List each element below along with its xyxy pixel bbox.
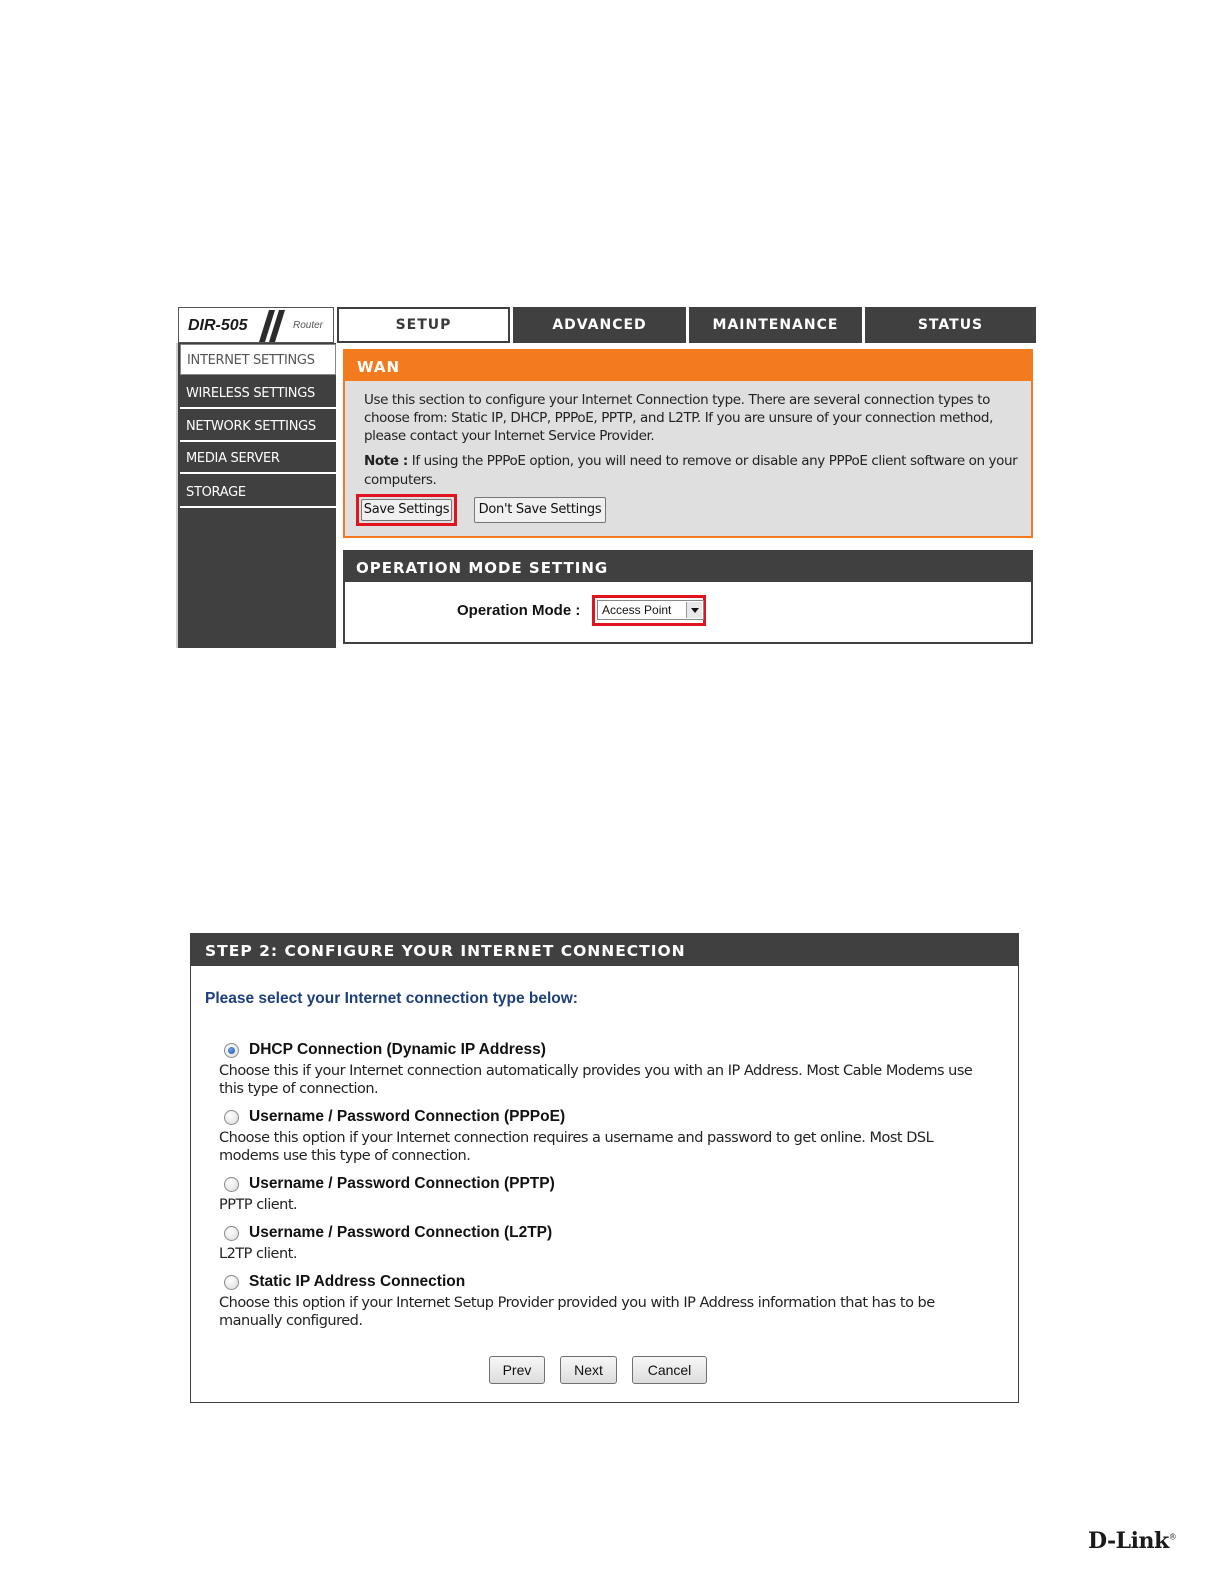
sidebar-item-network-settings[interactable]: NETWORK SETTINGS <box>180 411 336 442</box>
tab-advanced[interactable]: ADVANCED <box>513 307 686 343</box>
operation-mode-select[interactable] <box>597 600 704 620</box>
tab-setup[interactable]: SETUP <box>337 307 510 343</box>
option-title-pptp: Username / Password Connection (PPTP) <box>249 1175 555 1192</box>
sidebar-item-storage[interactable]: STORAGE <box>180 477 336 508</box>
dlink-logo-text: D-Link <box>1088 1528 1169 1554</box>
prev-button[interactable]: Prev <box>489 1356 545 1384</box>
radio-pppoe[interactable] <box>224 1110 239 1125</box>
router-admin-screenshot <box>176 305 1036 648</box>
top-navigation <box>337 307 1036 343</box>
option-title-static-ip: Static IP Address Connection <box>249 1273 466 1290</box>
option-desc-l2tp: L2TP client. <box>219 1246 297 1262</box>
step2-wizard <box>190 933 1019 1403</box>
router-logo <box>178 307 334 343</box>
sidebar-item-wireless-settings[interactable]: WIRELESS SETTINGS <box>180 378 336 409</box>
tab-maintenance[interactable]: MAINTENANCE <box>689 307 862 343</box>
radio-pptp[interactable] <box>224 1177 239 1192</box>
radio-l2tp[interactable] <box>224 1226 239 1241</box>
option-desc-pppoe: Choose this option if your Internet connection requires a username and password to get online. Most DSL modems use this type of connection. <box>219 1130 934 1164</box>
chevron-down-icon[interactable] <box>686 602 702 618</box>
step2-prompt: Please select your Internet connection type below: <box>205 990 578 1007</box>
cancel-button[interactable]: Cancel <box>632 1356 707 1384</box>
option-desc-static-ip: Choose this option if your Internet Setup Provider provided you with IP Address information that has to be manually configured. <box>219 1295 935 1329</box>
radio-dhcp[interactable] <box>224 1043 239 1058</box>
wan-panel-title: WAN <box>345 351 1031 381</box>
logo-slashes-icon <box>259 310 289 342</box>
dlink-logo: D-Link® <box>1088 1528 1177 1554</box>
operation-mode-title: OPERATION MODE SETTING <box>345 552 1031 582</box>
radio-static-ip[interactable] <box>224 1275 239 1290</box>
sidebar-item-internet-settings[interactable]: INTERNET SETTINGS <box>180 344 336 375</box>
wan-note <box>364 452 1024 490</box>
logo-model-name: DIR-505 <box>188 317 248 334</box>
wan-panel <box>343 349 1033 538</box>
operation-mode-label: Operation Mode : <box>457 602 581 619</box>
sidebar <box>176 343 336 648</box>
wan-note-text: If using the PPPoE option, you will need to remove or disable any PPPoE client software on your computers. <box>364 453 1018 488</box>
operation-mode-panel <box>343 550 1033 644</box>
wan-note-label: Note : <box>364 453 408 469</box>
step2-title: STEP 2: CONFIGURE YOUR INTERNET CONNECTION <box>191 934 1018 966</box>
save-settings-button[interactable]: Save Settings <box>361 499 452 521</box>
wan-description: Use this section to configure your Internet Connection type. There are several connection types to choose from: Static IP, DHCP, PPPoE, PPTP, and L2TP. If you are unsure of your connection method, please contact your Internet Service Provider. <box>364 392 993 444</box>
option-desc-pptp: PPTP client. <box>219 1197 298 1213</box>
option-desc-dhcp: Choose this if your Internet connection automatically provides you with an IP Address. Most Cable Modems use this type of connection. <box>219 1063 973 1097</box>
dont-save-settings-button[interactable]: Don't Save Settings <box>474 497 606 523</box>
tab-status[interactable]: STATUS <box>865 307 1036 343</box>
option-title-pppoe: Username / Password Connection (PPPoE) <box>249 1108 566 1125</box>
option-title-dhcp: DHCP Connection (Dynamic IP Address) <box>249 1041 546 1058</box>
next-button[interactable]: Next <box>560 1356 617 1384</box>
logo-product-name: Router <box>293 320 324 331</box>
option-title-l2tp: Username / Password Connection (L2TP) <box>249 1224 553 1241</box>
operation-mode-value: Access Point <box>602 603 672 617</box>
sidebar-item-media-server[interactable]: MEDIA SERVER <box>180 443 336 474</box>
